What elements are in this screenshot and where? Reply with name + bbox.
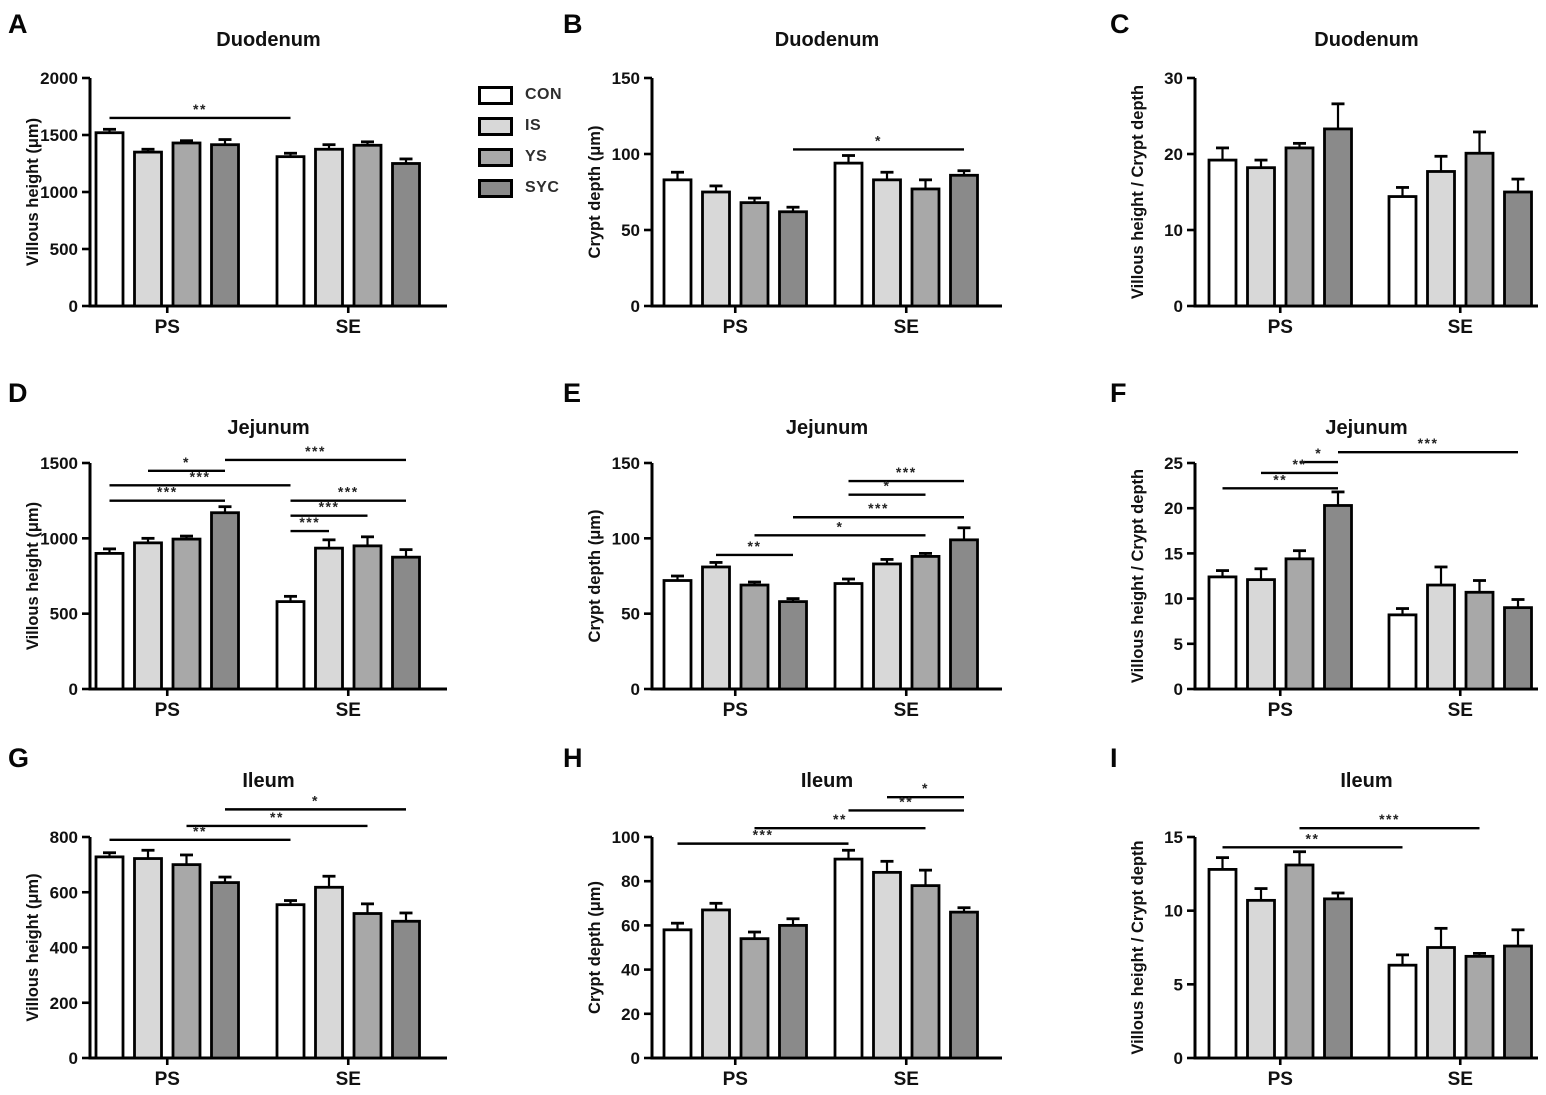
bar-PS-CON xyxy=(96,133,123,306)
sig-label: ** xyxy=(747,537,762,554)
bar-SE-CON xyxy=(835,859,862,1058)
y-tick-label: 10 xyxy=(1164,221,1183,240)
bar-SE-IS xyxy=(316,887,343,1058)
bar-PS-SYC xyxy=(212,513,239,689)
panel-B xyxy=(515,0,1030,365)
bar-PS-CON xyxy=(1209,869,1236,1058)
bar-SE-IS xyxy=(1428,948,1455,1059)
y-axis-label: Crypt depth (μm) xyxy=(586,881,604,1014)
bar-PS-IS xyxy=(1248,580,1275,689)
y-tick-label: 0 xyxy=(68,1049,78,1068)
bar-SE-YS xyxy=(1466,153,1493,306)
sig-label: *** xyxy=(337,483,359,500)
legend-label-syc: SYC xyxy=(525,179,560,196)
bar-SE-SYC xyxy=(1505,946,1532,1058)
y-tick-label: 15 xyxy=(1164,544,1183,564)
group-label-PS: PS xyxy=(154,317,180,338)
sig-label: ** xyxy=(1305,830,1320,847)
legend-swatch-ys xyxy=(478,148,513,167)
sig-label: *** xyxy=(1417,435,1439,452)
chart-D xyxy=(0,365,515,730)
group-label-PS: PS xyxy=(722,317,748,338)
sig-label: ** xyxy=(270,808,284,825)
bar-PS-YS xyxy=(173,865,200,1058)
y-axis-label: Villous height / Crypt depth xyxy=(1129,840,1147,1055)
legend-item-ys xyxy=(478,146,562,168)
panel-title: Duodenum xyxy=(216,29,321,51)
bar-PS-YS xyxy=(1286,559,1313,689)
y-tick-label: 30 xyxy=(1164,69,1183,88)
y-tick-label: 2000 xyxy=(40,69,78,88)
bar-SE-SYC xyxy=(951,175,978,306)
bar-PS-CON xyxy=(96,553,123,689)
panel-letter: B xyxy=(563,9,583,39)
panel-letter: G xyxy=(8,743,30,773)
bar-SE-CON xyxy=(1389,615,1416,689)
y-tick-label: 200 xyxy=(49,993,78,1013)
legend-label-con: CON xyxy=(525,86,563,103)
y-tick-label: 150 xyxy=(611,69,640,88)
legend-item-syc xyxy=(478,177,562,199)
bar-PS-YS xyxy=(173,143,200,306)
bar-PS-IS xyxy=(703,192,730,306)
chart-H xyxy=(515,730,1030,1095)
legend-swatch-con xyxy=(478,86,513,105)
panel-I xyxy=(1035,730,1546,1095)
group-label-SE: SE xyxy=(893,1069,919,1090)
group-label-PS: PS xyxy=(1267,1069,1293,1090)
bar-SE-SYC xyxy=(951,540,978,689)
bar-PS-CON xyxy=(664,581,691,689)
y-axis-label: Villous height (μm) xyxy=(24,501,42,651)
bar-PS-IS xyxy=(135,152,162,306)
bar-SE-IS xyxy=(1428,171,1455,306)
panel-F xyxy=(1035,365,1546,730)
y-tick-label: 15 xyxy=(1164,828,1183,847)
y-tick-label: 100 xyxy=(611,529,640,549)
group-label-SE: SE xyxy=(335,317,361,338)
bar-PS-SYC xyxy=(1325,899,1352,1058)
chart-A xyxy=(0,0,515,365)
bar-SE-SYC xyxy=(393,164,420,307)
panel-letter: E xyxy=(563,378,582,408)
y-tick-label: 80 xyxy=(621,872,640,892)
y-tick-label: 500 xyxy=(49,240,78,259)
panel-G xyxy=(0,730,515,1095)
bar-PS-YS xyxy=(1286,148,1313,306)
y-tick-label: 0 xyxy=(68,297,78,316)
y-tick-label: 10 xyxy=(1164,901,1183,921)
panel-title: Ileum xyxy=(800,770,854,792)
y-tick-label: 0 xyxy=(630,680,640,699)
legend-swatch-syc xyxy=(478,179,513,198)
legend-swatch-is xyxy=(478,117,513,136)
bar-SE-IS xyxy=(874,564,901,689)
bar-PS-IS xyxy=(703,567,730,689)
panel-title: Jejunum xyxy=(227,417,310,439)
sig-label: *** xyxy=(868,500,889,517)
y-tick-label: 20 xyxy=(1164,145,1183,164)
bar-SE-CON xyxy=(277,905,304,1058)
sig-label: * xyxy=(883,477,891,494)
bar-SE-IS xyxy=(316,149,343,306)
bar-PS-CON xyxy=(1209,577,1236,689)
y-tick-label: 100 xyxy=(611,145,640,164)
bar-SE-CON xyxy=(1389,965,1416,1058)
bar-SE-SYC xyxy=(1505,608,1532,689)
chart-B xyxy=(515,0,1030,365)
bar-SE-YS xyxy=(912,189,939,306)
group-label-PS: PS xyxy=(154,700,180,721)
panel-C xyxy=(1035,0,1546,365)
y-tick-label: 20 xyxy=(621,1004,640,1024)
bar-PS-YS xyxy=(741,939,768,1058)
bar-PS-YS xyxy=(173,539,200,689)
legend-item-con xyxy=(478,84,562,106)
y-tick-label: 0 xyxy=(630,297,640,316)
panel-letter: F xyxy=(1110,378,1127,408)
chart-F xyxy=(1035,365,1546,730)
legend-label-is: IS xyxy=(525,117,542,134)
bar-PS-CON xyxy=(96,857,123,1058)
bar-PS-SYC xyxy=(780,212,807,306)
group-label-PS: PS xyxy=(722,1069,748,1090)
sig-label: * xyxy=(922,780,929,797)
bar-PS-YS xyxy=(741,585,768,689)
panel-D xyxy=(0,365,515,730)
bar-SE-IS xyxy=(1428,585,1455,689)
bar-SE-YS xyxy=(354,914,381,1058)
group-label-SE: SE xyxy=(1447,1069,1473,1090)
bar-SE-YS xyxy=(354,546,381,689)
chart-I xyxy=(1035,730,1546,1095)
y-tick-label: 500 xyxy=(49,604,78,624)
bar-SE-SYC xyxy=(1505,192,1532,306)
panel-A xyxy=(0,0,515,365)
bar-PS-SYC xyxy=(1325,129,1352,306)
y-tick-label: 50 xyxy=(621,221,640,240)
sig-label: ** xyxy=(833,811,847,828)
y-tick-label: 0 xyxy=(630,1049,640,1068)
bar-SE-YS xyxy=(912,886,939,1058)
y-axis-label: Villous height / Crypt depth xyxy=(1129,468,1147,684)
sig-label: * xyxy=(875,132,882,149)
bar-SE-CON xyxy=(1389,197,1416,306)
y-axis-label: Crypt depth (μm) xyxy=(586,509,604,643)
sig-label: *** xyxy=(1379,811,1400,828)
sig-label: *** xyxy=(189,468,211,485)
panel-letter: I xyxy=(1110,743,1118,773)
legend xyxy=(478,84,562,199)
bar-PS-IS xyxy=(135,859,162,1058)
bar-SE-CON xyxy=(277,157,304,306)
panel-letter: D xyxy=(8,378,28,408)
legend-label-ys: YS xyxy=(525,148,548,165)
bar-PS-IS xyxy=(1248,900,1275,1058)
panel-letter: C xyxy=(1110,9,1130,39)
y-tick-label: 25 xyxy=(1164,454,1183,473)
bar-PS-SYC xyxy=(212,145,239,306)
sig-label: ** xyxy=(193,100,207,117)
bar-SE-YS xyxy=(1466,956,1493,1058)
group-label-SE: SE xyxy=(893,700,919,721)
bar-PS-SYC xyxy=(780,925,807,1058)
panel-title: Duodenum xyxy=(1314,29,1419,51)
bar-PS-IS xyxy=(135,543,162,689)
bar-PS-SYC xyxy=(780,602,807,689)
bar-SE-IS xyxy=(874,872,901,1058)
y-tick-label: 150 xyxy=(611,454,640,473)
y-tick-label: 1500 xyxy=(40,126,78,145)
bar-PS-CON xyxy=(664,930,691,1058)
sig-label: *** xyxy=(318,498,340,515)
y-tick-label: 0 xyxy=(1173,297,1183,316)
bar-PS-YS xyxy=(1286,865,1313,1058)
panel-title: Duodenum xyxy=(774,29,880,51)
sig-label: *** xyxy=(305,442,326,459)
y-axis-label: Villous height (μm) xyxy=(24,873,42,1022)
y-axis-label: Villous height (μm) xyxy=(24,117,42,267)
group-label-SE: SE xyxy=(335,1069,361,1090)
bar-PS-SYC xyxy=(212,883,239,1058)
panel-E xyxy=(515,365,1030,730)
panel-H xyxy=(515,730,1030,1095)
legend-item-is xyxy=(478,115,562,137)
group-label-PS: PS xyxy=(722,700,748,721)
sig-label: *** xyxy=(895,464,917,481)
sig-label: * xyxy=(312,792,319,809)
group-label-PS: PS xyxy=(1267,700,1293,721)
chart-G xyxy=(0,730,515,1095)
group-label-PS: PS xyxy=(154,1069,180,1090)
y-tick-label: 1500 xyxy=(40,454,78,473)
y-tick-label: 20 xyxy=(1164,499,1183,519)
bar-PS-SYC xyxy=(1325,505,1352,689)
bar-SE-CON xyxy=(835,584,862,689)
y-tick-label: 600 xyxy=(49,883,78,903)
bar-PS-IS xyxy=(1248,168,1275,306)
y-tick-label: 10 xyxy=(1164,589,1183,609)
bar-SE-SYC xyxy=(393,921,420,1058)
group-label-SE: SE xyxy=(1447,700,1473,721)
bar-SE-YS xyxy=(912,556,939,689)
panel-title: Jejunum xyxy=(785,417,869,439)
y-tick-label: 1000 xyxy=(40,183,78,202)
sig-label: ** xyxy=(193,822,207,839)
y-tick-label: 0 xyxy=(68,680,78,699)
y-axis-label: Crypt depth (μm) xyxy=(586,125,604,259)
bar-SE-YS xyxy=(1466,592,1493,689)
sig-label: ** xyxy=(1292,455,1307,472)
panel-letter: H xyxy=(563,743,583,773)
y-tick-label: 50 xyxy=(621,604,640,624)
sig-label: *** xyxy=(299,514,321,531)
y-tick-label: 5 xyxy=(1173,634,1183,654)
bar-SE-CON xyxy=(835,163,862,306)
panel-letter: A xyxy=(8,9,28,39)
panel-title: Jejunum xyxy=(1325,417,1408,439)
sig-label: *** xyxy=(156,483,178,500)
y-tick-label: 400 xyxy=(49,938,78,958)
chart-E xyxy=(515,365,1030,730)
y-tick-label: 0 xyxy=(1173,1049,1183,1068)
panel-title: Ileum xyxy=(1340,770,1393,792)
bar-PS-CON xyxy=(1209,160,1236,306)
y-axis-label: Villous height / Crypt depth xyxy=(1129,84,1147,300)
group-label-SE: SE xyxy=(335,700,361,721)
bar-SE-IS xyxy=(874,180,901,306)
bar-SE-CON xyxy=(277,602,304,689)
y-tick-label: 60 xyxy=(621,916,640,936)
group-label-SE: SE xyxy=(1447,317,1473,338)
y-tick-label: 1000 xyxy=(40,529,78,549)
y-tick-label: 0 xyxy=(1173,680,1183,699)
bar-SE-YS xyxy=(354,145,381,306)
bar-SE-SYC xyxy=(951,912,978,1058)
y-tick-label: 5 xyxy=(1173,975,1183,995)
bar-PS-CON xyxy=(664,180,691,306)
chart-C xyxy=(1035,0,1546,365)
group-label-SE: SE xyxy=(893,317,919,338)
sig-label: * xyxy=(183,453,190,470)
sig-label: * xyxy=(836,518,844,535)
sig-label: *** xyxy=(752,826,774,843)
sig-label: ** xyxy=(899,793,914,810)
y-tick-label: 800 xyxy=(49,828,78,847)
sig-label: ** xyxy=(1273,471,1288,488)
bar-SE-SYC xyxy=(393,557,420,689)
bar-PS-IS xyxy=(703,910,730,1058)
y-tick-label: 40 xyxy=(621,960,640,980)
y-tick-label: 100 xyxy=(611,828,640,847)
panel-title: Ileum xyxy=(242,770,295,792)
group-label-PS: PS xyxy=(1267,317,1293,338)
bar-PS-YS xyxy=(741,203,768,306)
sig-label: * xyxy=(1315,445,1323,462)
bar-SE-IS xyxy=(316,548,343,689)
